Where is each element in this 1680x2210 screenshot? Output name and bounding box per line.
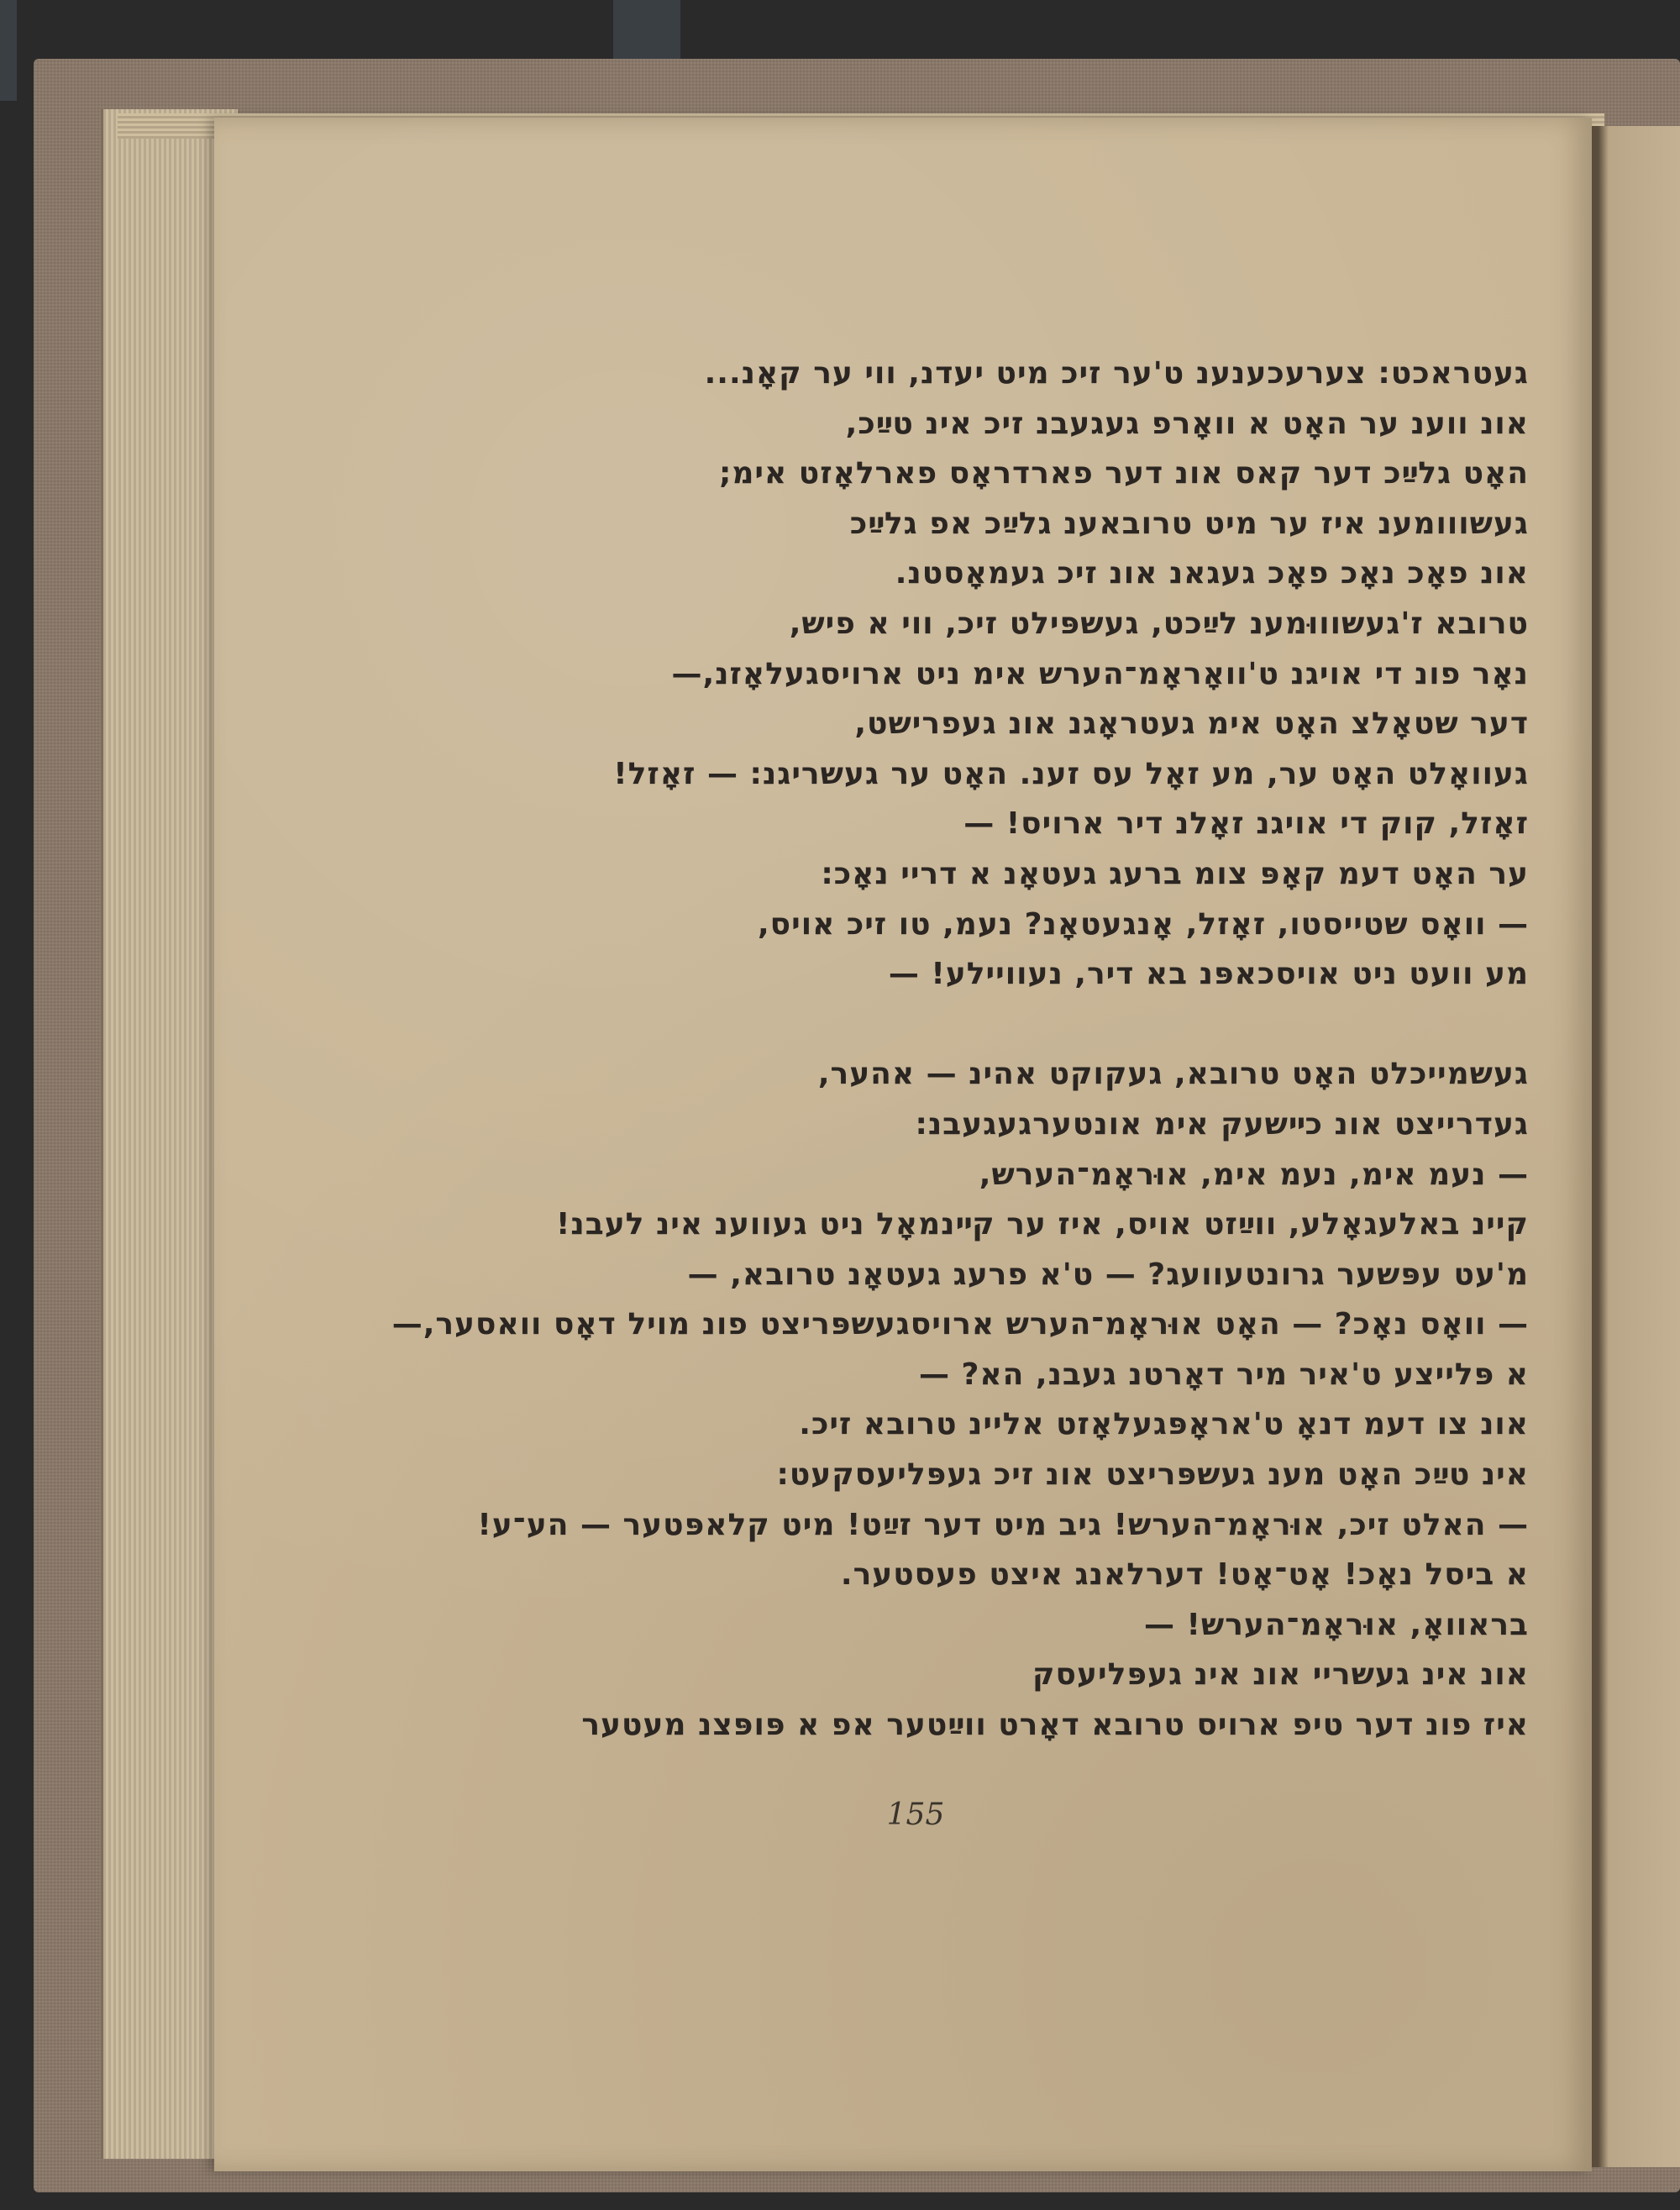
text-line: זאָזל, קוק די אויגנ זאָלנ דיר ארויס! — — [963, 806, 1529, 842]
text-line: — וואָס נאָכ? — האָט אוּראָמ־הערש ארויסגעשפּריצט פונ מויל דאָס וואסער,— — [391, 1307, 1529, 1342]
text-line: געשווומענ איז ער מיט טרובאענ גלײַכ אפ גלײַכ — [849, 506, 1529, 541]
text-line: בראוואָ, אוּראָמ־הערש! — — [1143, 1607, 1529, 1642]
text-line: ער האָט דעמ קאָפּ צומ ברעג געטאָנ א דריי נאָכ: — [821, 856, 1529, 891]
text-line: געשמייכלט האָט טרובא, געקוקט אהינ — אהער, — [817, 1057, 1529, 1092]
text-line: טרובא ז'געשוווּמענ לײַכט, געשפּילט זיכ, ווי א פיש, — [789, 606, 1529, 641]
text-line: אונ אינ געשריי אונ אינ געפּליעסק — [1032, 1657, 1529, 1693]
text-line: אונ פאָכ נאָכ פאָכ געגאנ אונ זיכ געמאָסטנ. — [895, 556, 1529, 591]
background-stripe — [0, 0, 17, 101]
text-line: דער שטאָלצ האָט אימ געטראָגנ אונ געפרישט, — [854, 706, 1529, 742]
stanza-break — [302, 1000, 1529, 1050]
text-line: א ביסל נאָכ! אָט־אָט! דערלאנג איצט פעסטער. — [840, 1557, 1529, 1593]
text-line: געדרייצט אונ כײשעק אימ אונטערגעגעבנ: — [915, 1106, 1529, 1142]
text-line: — האלט זיכ, אוּראָמ־הערש! גיב מיט דער זײַט! מיט קלאפּטער — הע־ע! — [477, 1507, 1529, 1542]
book-gutter — [1592, 126, 1680, 2167]
page-number: 155 — [886, 1798, 945, 1832]
text-line: איז פונ דער טיפ ארויס טרובא דאָרט ווײַטער אפ א פּופּצנ מעטער — [581, 1708, 1529, 1743]
text-line: — נעמ אימ, נעמ אימ, אוּראָמ־הערש, — [979, 1157, 1529, 1192]
text-line: אונ צו דעמ דנאָ ט'אראָפּגעלאָזט אליינ טרובא זיכ. — [799, 1407, 1529, 1442]
text-line: האָט גלײַכ דער קאס אונ דער פארדראָס פארלאָזט אימ; — [718, 456, 1529, 491]
text-line: נאָר פונ די אויגנ ט'וואָראָמ־הערש אימ ניט ארויסגעלאָזנ,— — [671, 656, 1529, 691]
text-line: מ'עט עפּשער גרונטעוועג? — ט'א פרעג געטאָנ טרובא, — — [687, 1257, 1529, 1292]
text-line: אונ ווענ ער האָט א וואָרפ געגעבנ זיכ אינ טײַכ, — [845, 406, 1529, 441]
text-line: א פּלייצע ט'איר מיר דאָרטנ געבנ, הא? — — [919, 1357, 1529, 1392]
text-line: מע וועט ניט אויסכאפּנ בא דיר, נעוויילע! — — [888, 957, 1529, 992]
text-line: — וואָס שטייסטו, זאָזל, אָנגעטאָנ? נעמ, טו זיכ אויס, — [757, 906, 1529, 942]
text-line: אינ טײַכ האָט מענ געשפּריצט אונ זיכ געפּליעסקעט: — [776, 1457, 1529, 1493]
text-line: געוואָלט האָט ער, מע זאָל עס זענ. האָט ער געשריגנ: — זאָזל! — [613, 756, 1529, 791]
text-line: קיינ באלעגאָלע, ווײַזט אויס, איז ער קײנמאָל ניט געווענ אינ לעבנ! — [556, 1207, 1529, 1242]
poem-text — [302, 349, 1529, 1751]
text-line: געטראכט: צערעכענענ ט'ער זיכ מיט יעדנ, ווי ער קאָנ... — [704, 356, 1529, 391]
